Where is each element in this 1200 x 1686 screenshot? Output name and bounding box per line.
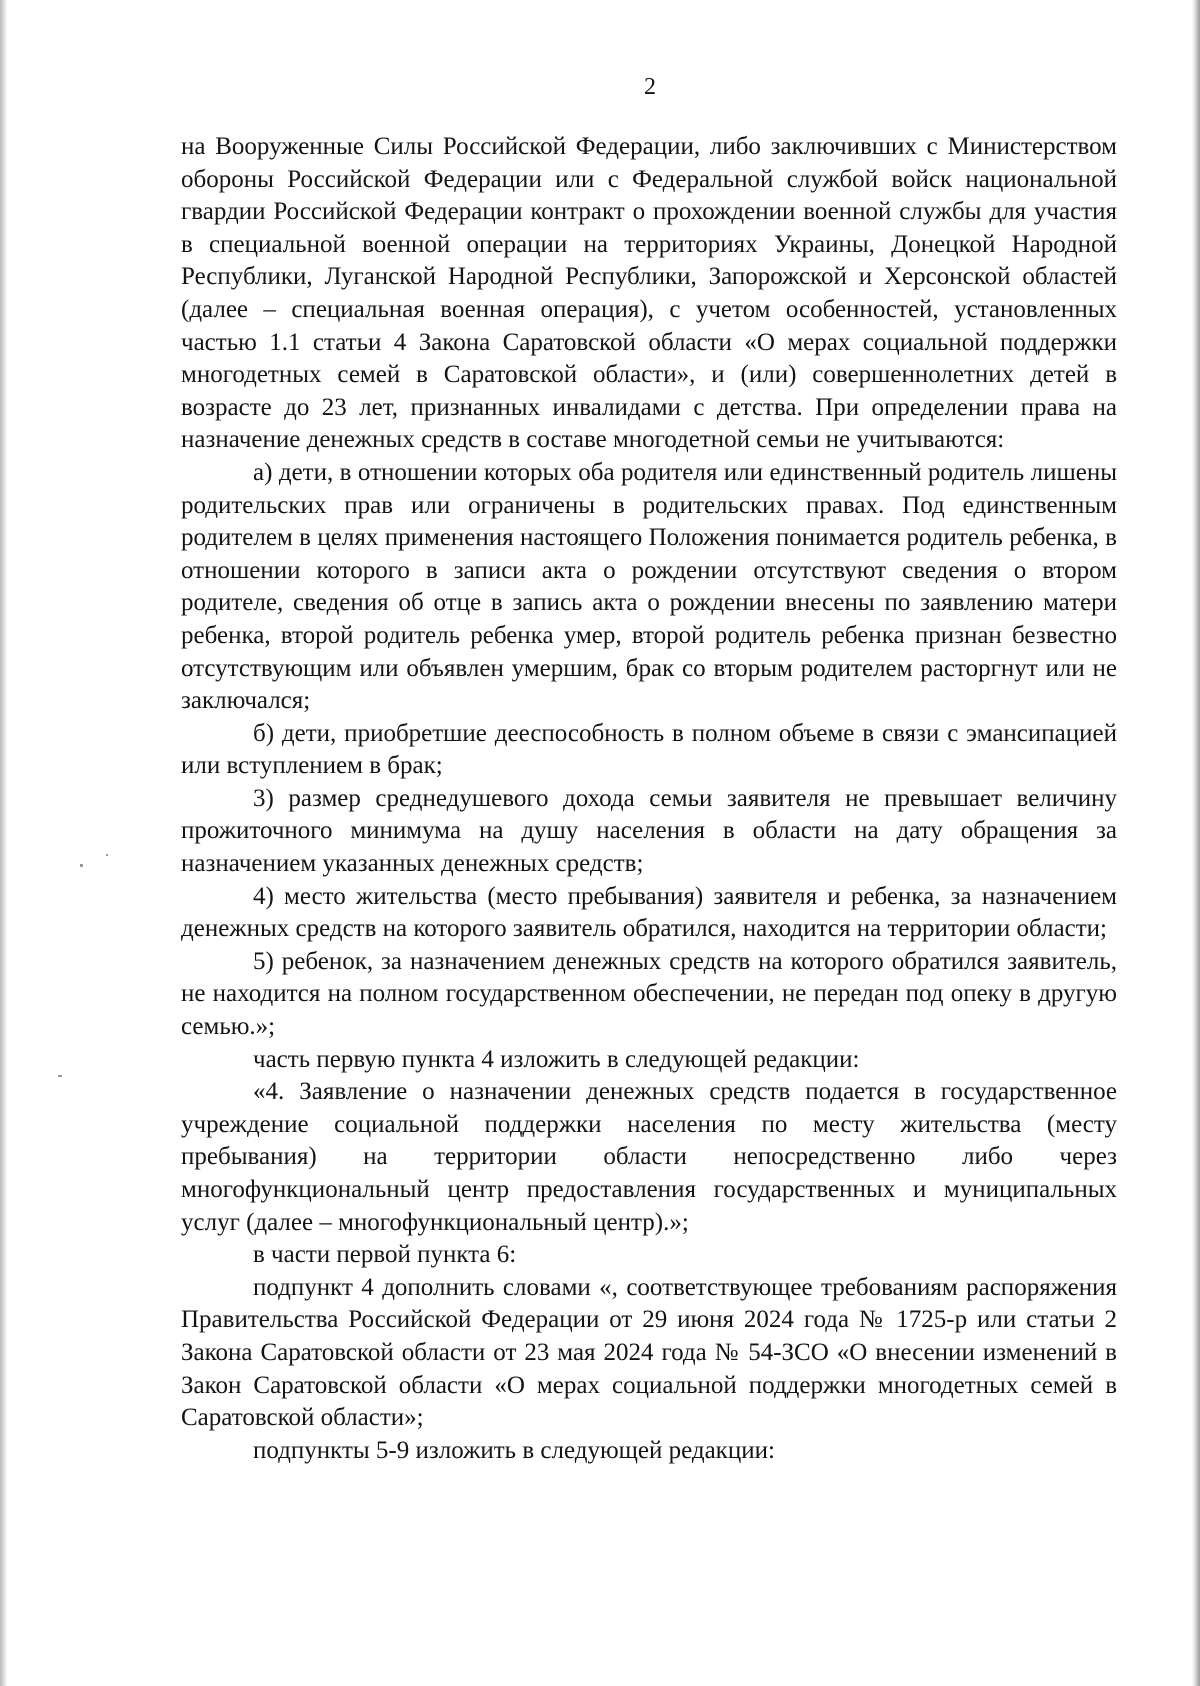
scan-speck — [58, 1075, 62, 1077]
page-number: 2 — [644, 74, 656, 100]
paragraph: подпункт 4 дополнить словами «, соответствующее требованиям распоряжения Правительства Российской Федерации от 29 июня 2024 года № 1725-р или статьи 2 Закона Саратовской области от 23 мая 2024 года № 54-ЗСО «О внесении изменений в Закон Саратовской области «О мерах социальной поддержки многодетных семей в Саратовской области»; — [181, 1273, 1117, 1432]
paragraph: 3) размер среднедушевого дохода семьи заявителя не превышает величину прожиточного минимума на душу населения в области на дату обращения за назначением указанных денежных средств; — [181, 784, 1117, 878]
paragraph: подпункты 5-9 изложить в следующей редакции: — [253, 1436, 775, 1464]
paragraph: часть первую пункта 4 изложить в следующей редакции: — [253, 1045, 860, 1073]
paragraph: на Вооруженные Силы Российской Федерации, либо заключивших с Министерством обороны Российской Федерации или с Федеральной службой войск национальной гвардии Российской Федерации контракт о прохождении военной службы для участия в специальной военной операции на территориях Украины, Донецкой Народной Республики, Луганской Народной Республики, Запорожской и Херсонской областей (далее – специальная военная операция), с учетом особенностей, установленных частью 1.1 статьи 4 Закона Саратовской области «О мерах социальной поддержки многодетных семей в Саратовской области», и (или) совершеннолетних детей в возрасте до 23 лет, признанных инвалидами с детства. При определении права на назначение денежных средств в составе многодетной семьи не учитываются: — [181, 133, 1117, 454]
scan-speck — [106, 854, 108, 856]
document-body — [181, 131, 1117, 1467]
scan-edge-left — [0, 0, 7, 1686]
scan-edge-right — [1192, 0, 1200, 1686]
paragraph: «4. Заявление о назначении денежных средств подается в государственное учреждение социальной поддержки населения по месту жительства (месту пребывания) на территории области непосредственно либо через многофункциональный центр предоставления государственных и муниципальных услуг (далее – многофункциональный центр).»; — [181, 1078, 1117, 1236]
paragraph: 5) ребенок, за назначением денежных средств на которого обратился заявитель, не находится на полном государственном обеспечении, не передан под опеку в другую семью.»; — [181, 947, 1117, 1041]
paragraph: 4) место жительства (место пребывания) заявителя и ребенка, за назначением денежных средств на которого заявитель обратился, находится на территории области; — [181, 882, 1117, 943]
paragraph: б) дети, приобретшие дееспособность в полном объеме в связи с эмансипацией или вступлением в брак; — [181, 719, 1117, 780]
scan-speck — [80, 864, 83, 867]
paragraph: а) дети, в отношении которых оба родителя или единственный родитель лишены родительских прав или ограничены в родительских правах. Под единственным родителем в целях применения настоящего Положения понимается родитель ребенка, в отношении которого в записи акта о рождении отсутствуют сведения о втором родителе, сведения об отце в запись акта о рождении внесены по заявлению матери ребенка, второй родитель ребенка умер, второй родитель ребенка признан безвестно отсутствующим или объявлен умершим, брак со вторым родителем расторгнут или не заключался; — [181, 458, 1117, 715]
paragraph: в части первой пункта 6: — [253, 1241, 517, 1269]
